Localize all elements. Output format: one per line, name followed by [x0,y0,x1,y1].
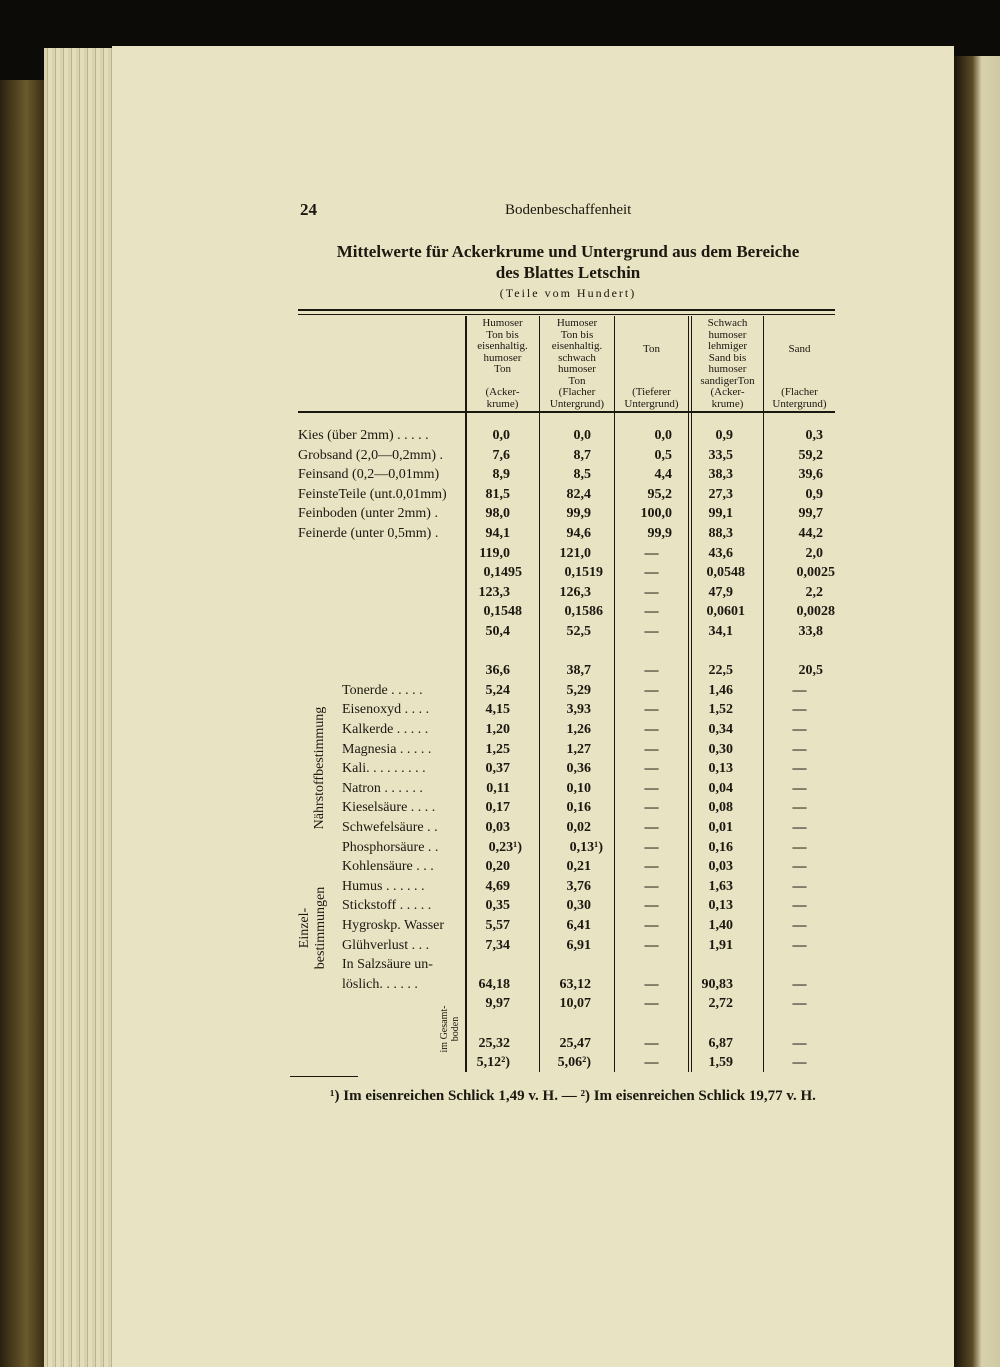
table-row [298,524,835,544]
header-line: (Flacher [558,386,596,398]
cell-value: 90,83 [701,976,733,992]
header-line: eisenhaltig. [477,340,528,352]
table-row [298,544,835,564]
header-line: (Flacher [781,386,818,398]
cell-value: 0,13¹) [569,839,603,855]
cell-value: 0,02 [566,820,591,835]
column-header-subtitle [764,387,835,410]
row-label: Feinerde (unter 0,5mm) . [298,526,439,541]
header-line: Ton [494,363,511,375]
cell-value: — [792,682,807,698]
header-line: (Acker- [485,386,520,398]
cell-value: 82,4 [566,486,591,502]
footnote-rule [290,1076,358,1077]
cell-value: 0,0 [573,428,591,443]
header-line: Ton [568,374,586,387]
table-row [298,838,835,858]
cell-value: 0,1495 [483,565,522,581]
table-row [298,955,835,975]
cell-value: 22,5 [708,663,733,679]
cell-value: 34,1 [708,624,733,639]
table-row [298,720,835,740]
cell-value: — [792,839,807,855]
row-label: Feinsand (0,2—0,01mm) [298,467,440,483]
cell-value: 0,1586 [564,604,603,620]
header-line: Humoser [556,317,598,329]
row-label: Kieselsäure . . . . [342,800,436,816]
column-header-title [466,318,539,376]
cell-value: 7,34 [485,937,510,953]
cell-value: 64,18 [478,976,510,992]
cell-value: 0,21 [566,859,591,875]
row-label: Magnesia . . . . . [342,741,432,757]
row-label: Schwefelsäure . . [342,820,438,835]
cell-value: 0,0 [654,428,672,443]
cell-value: 99,7 [798,506,823,522]
header-line: Schwach [707,317,748,329]
cell-value: 123,3 [478,584,510,600]
header-line: sandigerTon [700,374,755,387]
header-line: humoser [483,351,522,364]
cell-value: — [644,682,659,698]
cell-value: 1,52 [708,702,733,718]
cell-value: 99,9 [647,526,672,541]
cell-value: — [644,820,659,835]
table-row [298,975,835,995]
cell-value: 0,16 [566,800,591,816]
cell-value: 39,6 [798,467,823,483]
cell-value: 0,11 [486,780,510,796]
group-label-line: boden [450,1016,461,1042]
header-line: humoser [708,328,747,341]
cell-value: 0,9 [805,486,823,502]
cell-value: 4,69 [485,878,510,894]
table-row [298,798,835,818]
cell-value: 0,08 [708,800,733,816]
header-rule [298,411,835,413]
cell-value: — [644,859,659,875]
cell-value: 0,01 [708,820,733,835]
cell-value: 99,1 [708,506,733,522]
row-label: Hygroskp. Wasser [342,918,445,933]
row-label: Kali. . . . . . . . . [342,761,426,777]
cell-value: 43,6 [708,545,733,561]
cell-value: — [792,976,807,992]
cell-value: — [792,741,807,757]
cell-value: 0,30 [566,898,591,914]
cell-value: — [792,702,807,718]
header-line: Sand [788,343,811,355]
group-label-line: im Gesamt- [439,1005,450,1053]
group-label-line: bestimmungen [313,886,328,970]
table-row [298,681,835,701]
cell-value: — [644,898,659,914]
top-rule [298,309,835,311]
table-row [298,1034,835,1054]
header-line: Ton bis [486,328,519,341]
row-label: Kohlensäure . . . [342,859,434,875]
cell-value: 3,76 [566,878,591,894]
column-header [466,318,539,410]
cell-value: — [644,937,659,953]
cell-value: 4,4 [654,467,672,483]
table-row [298,642,835,662]
cell-value: 20,5 [798,663,823,679]
cell-value: 95,2 [647,486,672,502]
cell-value: 0,37 [485,761,510,777]
table-row [298,661,835,681]
header-line: eisenhaltig. [551,340,603,352]
cell-value: 0,10 [566,780,591,796]
row-label: Tonerde . . . . . [342,682,423,698]
row-label: löslich. . . . . . [342,976,418,992]
cell-value: — [792,918,807,933]
header-line: Untergrund) [772,397,827,410]
row-label: Humus . . . . . . [342,878,425,894]
cell-value: 126,3 [559,584,591,600]
cell-value: — [792,859,807,875]
cell-value: 2,2 [805,584,823,600]
cell-value: — [644,839,659,855]
row-label: Kies (über 2mm) . . . . . [298,428,429,443]
running-head: Bodenbeschaffenheit [505,202,632,218]
group-label-einzelbestimmungen [297,873,329,983]
footnote: ¹) Im eisenreichen Schlick 1,49 v. H. — ²) Im eisenreichen Schlick 19,77 v. H. [330,1088,816,1104]
cell-value: 99,9 [566,506,591,522]
table-row [298,916,835,936]
header-line: Sand bis [708,351,747,364]
row-label: Kalkerde . . . . . [342,722,429,737]
row-label: Feinboden (unter 2mm) . [298,506,438,522]
cell-value: 1,20 [485,722,510,737]
cell-value: 38,7 [566,663,591,679]
column-header-subtitle [540,387,614,410]
row-label: Natron . . . . . . [342,780,423,796]
cell-value: 6,87 [708,1035,733,1051]
cell-value: — [644,976,659,992]
cell-value: — [792,937,807,953]
cell-value: — [792,1035,807,1051]
header-line: (Tieferer [632,386,671,398]
row-label: FeinsteTeile (unt.0,01mm) [298,486,447,502]
cell-value: 33,5 [708,447,733,463]
header-line: humoser [708,363,747,375]
cell-value: 0,0025 [796,565,835,581]
cell-value: 1,91 [708,937,733,953]
table-row [298,446,835,466]
cell-value: 4,15 [485,702,510,718]
table-row [298,1053,835,1073]
cell-value: 36,6 [485,663,510,679]
column-header [692,318,763,410]
row-label: In Salzsäure un- [342,957,433,973]
table-row [298,426,835,446]
cell-value: 0,0548 [706,565,745,581]
table-row [298,877,835,897]
group-label-im-gesamtboden [439,994,461,1064]
column-header-title [615,344,688,356]
header-line: lehmiger [707,340,748,352]
header-line: Ton bis [560,328,594,341]
top-rule-thin [298,314,835,315]
cell-value: 94,1 [485,526,510,541]
cell-value: 1,46 [708,682,733,698]
cell-value: 0,16 [708,839,733,855]
cell-value: 47,9 [708,584,733,600]
table-row [298,936,835,956]
cell-value: 63,12 [559,976,591,992]
cell-value: 0,04 [708,780,733,796]
cell-value: — [644,663,659,679]
book-right-edge [954,56,1000,1367]
header-line: Untergrund) [624,397,679,410]
cell-value: 0,1519 [564,565,603,581]
table-row [298,740,835,760]
column-header-title [692,318,763,387]
cell-value: 10,07 [559,996,591,1012]
table-row [298,779,835,799]
cell-value: 98,0 [485,506,510,522]
header-line: schwach [558,351,596,364]
cell-value: 0,3 [805,428,823,443]
table-row [298,759,835,779]
table-row [298,465,835,485]
cell-value: — [792,780,807,796]
table-row [298,602,835,622]
row-label: Stickstoff . . . . . [342,898,432,914]
table-row [298,504,835,524]
cell-value: 25,47 [559,1035,591,1051]
table-row [298,563,835,583]
header-line: Humoser [482,317,523,329]
cell-value: 9,97 [485,996,510,1012]
cell-value: 0,0601 [706,604,745,620]
header-line: Ton [643,343,660,355]
cell-value: 0,13 [708,761,733,777]
column-header [764,318,835,410]
cell-value: 0,23¹) [488,839,522,855]
page-number: 24 [300,200,317,219]
cell-value: 1,26 [566,722,591,737]
cell-value: 8,5 [573,467,591,483]
table-title-line1: Mittelwerte für Ackerkrume und Untergrund aus dem Bereiche [336,242,800,261]
cell-value: 5,06²) [557,1055,591,1071]
column-header-title [764,344,835,356]
column-header-subtitle [466,387,539,410]
header-line: Untergrund) [549,397,605,410]
cell-value: 2,0 [805,545,823,561]
row-label: Grobsand (2,0—0,2mm) . [298,447,444,463]
cell-value: 25,32 [478,1035,510,1051]
cell-value: — [644,741,659,757]
table-row [298,818,835,838]
cell-value: 0,36 [566,761,591,777]
cell-value: 50,4 [485,624,510,639]
cell-value: 1,25 [485,741,510,757]
column-header [615,318,688,410]
cell-value: 0,03 [708,859,733,875]
header-line: krume) [711,397,744,410]
cell-value: 59,2 [798,447,823,463]
cell-value: 0,35 [485,898,510,914]
row-label: Phosphorsäure . . [342,839,439,855]
cell-value: 5,29 [566,682,591,698]
cell-value: 8,7 [573,447,591,463]
cell-value: — [792,1055,807,1071]
cell-value: — [644,996,659,1012]
column-header [540,318,614,410]
cell-value: — [644,604,659,620]
cell-value: 2,72 [708,996,733,1012]
cell-value: — [644,800,659,816]
cell-value: 7,6 [492,447,510,463]
cell-value: — [644,878,659,894]
cell-value: 0,1548 [483,604,522,620]
table-row [298,857,835,877]
row-label: Eisenoxyd . . . . [342,702,430,718]
cell-value: — [644,761,659,777]
cell-value: — [792,722,807,737]
cell-value: 3,93 [566,702,591,718]
cell-value: 52,5 [566,624,591,639]
table-row [298,485,835,505]
cell-value: — [644,702,659,718]
cell-value: — [644,918,659,933]
cell-value: 6,41 [566,918,591,933]
cell-value: 5,24 [485,682,510,698]
cell-value: 0,0 [492,428,510,443]
cell-value: — [792,878,807,894]
cell-value: — [644,722,659,737]
cell-value: 0,34 [708,722,733,737]
cell-value: 6,91 [566,937,591,953]
table-row [298,1014,835,1034]
cell-value: — [644,780,659,796]
cell-value: 0,0028 [796,604,835,620]
table-title-line2: des Blattes Letschin [495,263,641,282]
group-label-naehrstoffbestimmung: Nährstoffbestimmung [312,706,327,830]
table-subtitle: (Teile vom Hundert) [499,286,637,300]
cell-value: 94,6 [566,526,591,541]
cell-value: 0,03 [485,820,510,835]
column-header-subtitle [615,387,688,410]
adjacent-volume-edge [0,80,44,1367]
cell-value: 0,17 [485,800,510,816]
cell-value: 119,0 [479,545,510,561]
cell-value: 0,30 [708,741,733,757]
header-line: (Acker- [710,386,745,398]
cell-value: 121,0 [559,545,591,561]
header-line: humoser [558,363,596,375]
cell-value: 8,9 [492,467,510,483]
row-label: Glühverlust . . . [342,937,430,953]
cell-value: — [792,800,807,816]
cell-value: — [792,820,807,835]
cell-value: — [644,1055,659,1071]
table-row [298,622,835,642]
table-row [298,583,835,603]
column-header-subtitle [692,387,763,410]
cell-value: — [644,584,659,600]
table-row [298,994,835,1014]
cell-value: 38,3 [708,467,733,483]
cell-value: 44,2 [798,526,823,541]
cell-value: 0,9 [715,428,733,443]
cell-value: — [644,545,659,561]
cell-value: 0,5 [654,447,672,463]
header-line: krume) [486,397,519,410]
cell-value: 100,0 [640,506,672,522]
cell-value: — [792,898,807,914]
group-label-line: Einzel- [297,907,312,949]
cell-value: 5,57 [485,918,510,933]
column-header-title [540,318,614,387]
cell-value: — [792,996,807,1012]
cell-value: — [644,565,659,581]
cell-value: 5,12²) [476,1055,510,1071]
cell-value: 1,63 [708,878,733,894]
cell-value: — [644,1035,659,1051]
cell-value: 27,3 [708,486,733,502]
table-row [298,896,835,916]
cell-value: — [792,761,807,777]
cell-value: 88,3 [708,526,733,541]
cell-value: 81,5 [485,486,510,502]
cell-value: 1,59 [708,1055,733,1071]
cell-value: — [644,624,659,639]
cell-value: 1,40 [708,918,733,933]
table-row [298,700,835,720]
cell-value: 0,20 [485,859,510,875]
cell-value: 1,27 [566,741,591,757]
cell-value: 33,8 [798,624,823,639]
cell-value: 0,13 [708,898,733,914]
